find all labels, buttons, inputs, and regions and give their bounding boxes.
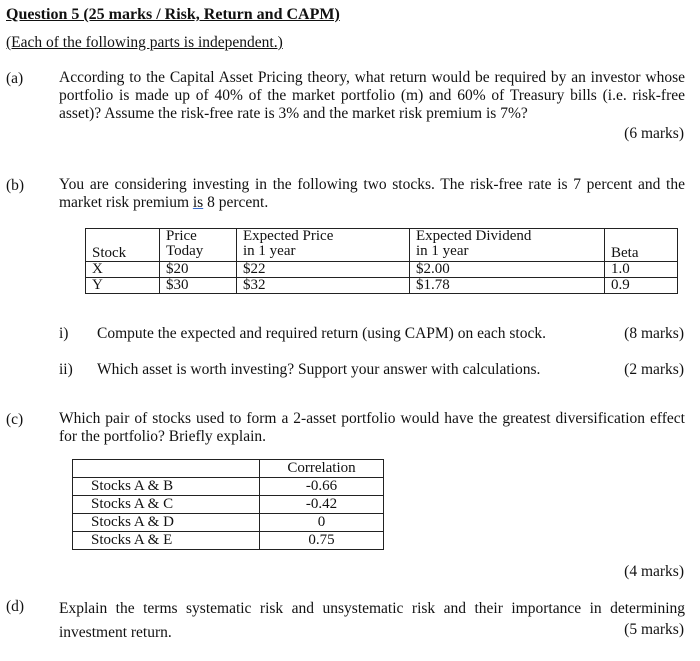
- header-stock: Stock: [86, 229, 160, 262]
- table-cell: X: [86, 262, 160, 278]
- correlation-table-header: [73, 460, 384, 478]
- table-cell: Stocks A & B: [73, 478, 260, 496]
- subpart-ii-marks: (2 marks): [624, 361, 684, 378]
- header-expected-dividend: [410, 229, 605, 262]
- part-d-text: Explain the terms systematic risk and unsystematic risk and their importance in determining investment return.: [59, 600, 685, 641]
- table-cell: Y: [86, 278, 160, 294]
- table-row: [73, 478, 384, 496]
- table-row: [86, 262, 678, 278]
- table-cell: $32: [237, 278, 410, 294]
- table-cell: 0: [260, 514, 384, 532]
- header-expected-price-line1: Expected Price: [243, 228, 334, 244]
- table-cell: $20: [160, 262, 237, 278]
- table-row: [73, 496, 384, 514]
- table-row: [86, 278, 678, 294]
- table-cell: Stocks A & C: [73, 496, 260, 514]
- correlation-table: [72, 459, 384, 550]
- part-c-marks: (4 marks): [624, 563, 684, 580]
- header-expected-price-line2: in 1 year: [243, 243, 296, 259]
- stock-table: [85, 228, 678, 294]
- subpart-ii-label: ii): [59, 361, 73, 378]
- subpart-i-text: Compute the expected and required return (using CAPM) on each stock.: [97, 325, 546, 342]
- part-b-text-post: 8 percent.: [203, 194, 269, 211]
- header-price: [160, 229, 237, 262]
- header-empty: [73, 460, 260, 478]
- part-a-text: According to the Capital Asset Pricing theory, what return would be required by an investor whose portfolio is made up of 40% of the market portfolio (m) and 60% of Treasury bills (i.e. risk-free asset)? Assume the risk-free rate is 3% and the market risk premium is 7%?: [59, 69, 685, 122]
- part-b-text: [59, 176, 685, 212]
- part-d-label: (d): [6, 598, 25, 615]
- header-price-line2: Today: [166, 243, 204, 259]
- part-a-label: (a): [6, 70, 24, 87]
- table-cell: $30: [160, 278, 237, 294]
- header-price-line1: Price: [166, 228, 197, 244]
- table-cell: Stocks A & D: [73, 514, 260, 532]
- header-expected-dividend-line2: in 1 year: [416, 243, 469, 259]
- question-title: Question 5 (25 marks / Risk, Return and CAPM): [6, 6, 340, 23]
- table-cell: 0.9: [605, 278, 678, 294]
- part-c-label: (c): [6, 411, 24, 428]
- table-row: [73, 532, 384, 550]
- part-a-marks: (6 marks): [624, 125, 684, 142]
- part-c-text: Which pair of stocks used to form a 2-asset portfolio would have the greatest diversification effect for the portfolio? Briefly explain.: [59, 410, 685, 445]
- part-b-label: (b): [6, 177, 25, 194]
- table-cell: 0.75: [260, 532, 384, 550]
- table-cell: $1.78: [410, 278, 605, 294]
- subpart-i-marks: (8 marks): [624, 325, 684, 342]
- table-cell: $2.00: [410, 262, 605, 278]
- header-expected-dividend-line1: Expected Dividend: [416, 228, 532, 244]
- table-cell: $22: [237, 262, 410, 278]
- header-beta: Beta: [605, 229, 678, 262]
- part-b-text-is: is: [192, 194, 204, 211]
- table-cell: -0.66: [260, 478, 384, 496]
- question-subtitle: (Each of the following parts is independent.): [6, 34, 283, 51]
- table-row: [73, 514, 384, 532]
- part-b-text-pre: You are considering investing in the following two stocks. The risk-free rate is 7 percent and the market risk premium: [59, 176, 685, 211]
- subpart-i-label: i): [59, 325, 69, 342]
- table-cell: Stocks A & E: [73, 532, 260, 550]
- header-correlation: Correlation: [260, 460, 384, 478]
- table-cell: 1.0: [605, 262, 678, 278]
- header-expected-price: [237, 229, 410, 262]
- table-cell: -0.42: [260, 496, 384, 514]
- subpart-ii-text: Which asset is worth investing? Support your answer with calculations.: [97, 361, 541, 378]
- stock-table-header: [86, 229, 678, 262]
- part-d-marks: (5 marks): [624, 621, 684, 638]
